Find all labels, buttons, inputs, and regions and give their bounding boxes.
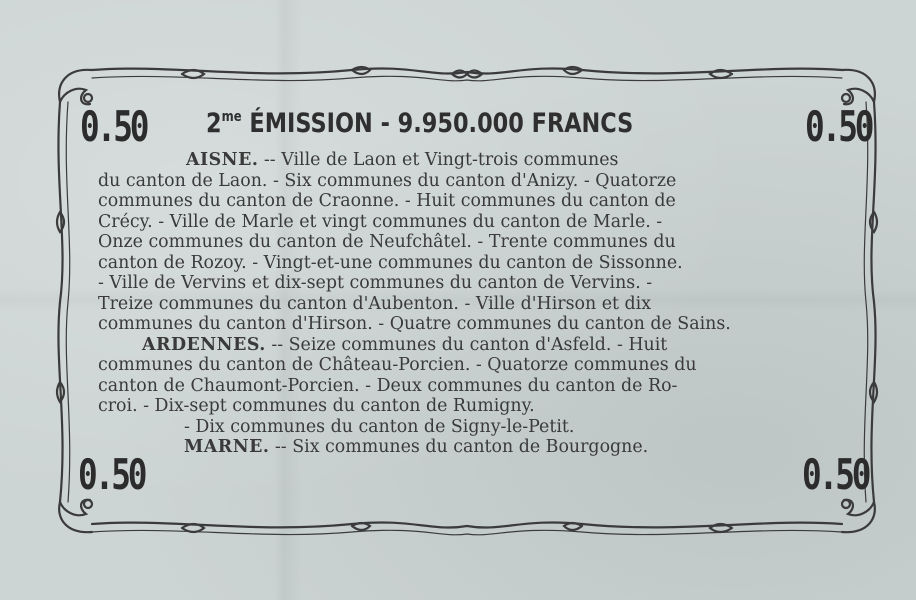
denomination-top-left: 0.50: [80, 102, 147, 151]
denomination-bottom-left: 0.50: [78, 450, 145, 499]
text-line-4: Crécy. - Ville de Marle et vingt communes du canton de Marle. -: [98, 211, 663, 232]
text-line-5: Onze communes du canton de Neufchâtel. - Trente communes du: [98, 232, 676, 252]
region-aisne: AISNE.: [186, 150, 259, 170]
emission-amount: ÉMISSION - 9.950.000 FRANCS: [241, 108, 634, 139]
emission-ordinal-suffix: me: [221, 109, 242, 125]
communes-text: [98, 150, 848, 458]
text-line-15: MARNE. -- Six communes du canton de Bourgogne.: [184, 437, 649, 457]
text-line-13: croi. - Dix-sept communes du canton de Rumigny.: [98, 396, 535, 416]
denomination-bottom-right: 0.50: [802, 450, 869, 499]
emission-title: [206, 108, 633, 139]
text-line-7: - Ville de Vervins et dix-sept communes du canton de Vervins. -: [98, 273, 653, 293]
text-line-14: - Dix communes du canton de Signy-le-Petit.: [184, 416, 575, 437]
text-line-12: canton de Chaumont-Porcien. - Deux communes du canton de Ro-: [98, 375, 678, 396]
region-marne: MARNE.: [184, 437, 270, 457]
text-line-9: communes du canton d'Hirson. - Quatre communes du canton de Sains.: [98, 314, 731, 334]
text-line-11: communes du canton de Château-Porcien. - Quatorze communes du: [98, 355, 697, 375]
region-ardennes: ARDENNES.: [142, 334, 266, 355]
text-line-10: ARDENNES. -- Seize communes du canton d'Asfeld. - Huit: [142, 334, 668, 355]
text-line-2: du canton de Laon. - Six communes du canton d'Anizy. - Quatorze: [98, 170, 677, 191]
text-line-8: Treize communes du canton d'Aubenton. - Ville d'Hirson et dix: [98, 293, 652, 314]
emission-number: 2: [206, 108, 222, 139]
denomination-top-right: 0.50: [805, 102, 872, 151]
text-line-1: AISNE. -- Ville de Laon et Vingt-trois communes: [186, 150, 619, 170]
text-line-6: canton de Rozoy. - Vingt-et-une communes du canton de Sissonne.: [98, 252, 683, 273]
text-line-3: communes du canton de Craonne. - Huit communes du canton de: [98, 191, 676, 211]
